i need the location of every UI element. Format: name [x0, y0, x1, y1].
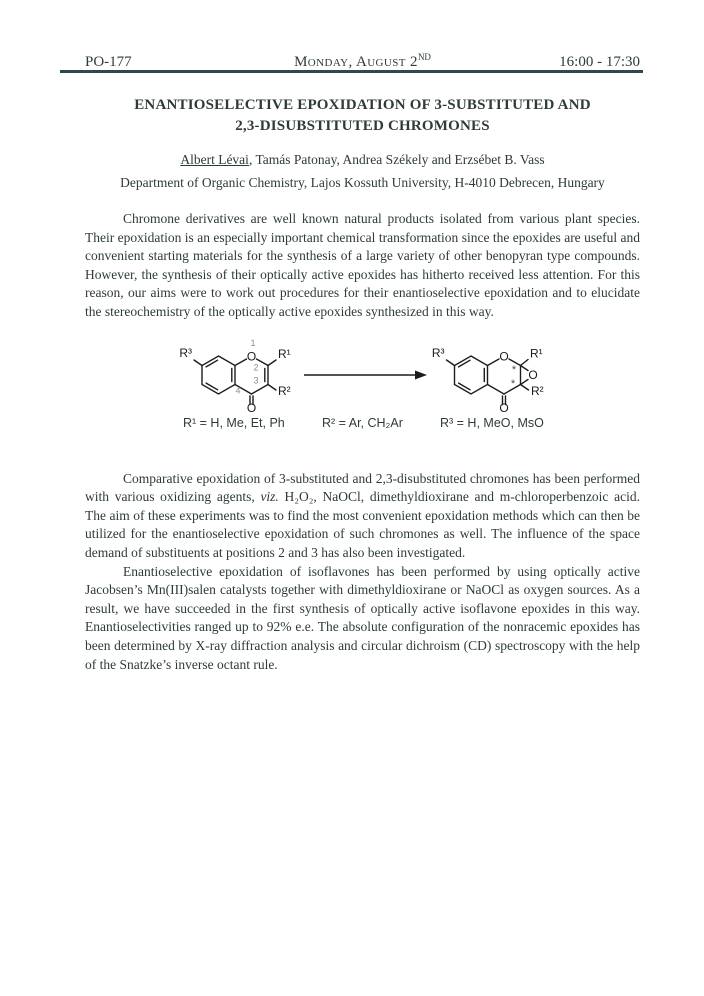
locant-4: 4 [235, 385, 241, 396]
paragraph-1: Chromone derivatives are well known natural products isolated from various plant species. Their epoxidation is an especially important chemical transformation since the epoxides are useful and convenient starting materials for the synthesis of a large variety of other benopyran type compounds. However, the synthesis of their optically active epoxides has hitherto received less attention. For this reason, our aims were to work out procedures for their enantioselective epoxidation and to elucidate the stereochemistry of the optically active epoxides synthesized in this way. [85, 211, 640, 319]
locant-2: 2 [253, 362, 259, 373]
paragraph-3: Enantioselective epoxidation of isoflavones has been performed by using optically active Jacobsen’s Mn(III)salen catalysts together with dimethyldioxirane or NaOCl as oxygen sources. As a result, we have succeeded in the first synthesis of optically active isoflavone epoxides in this way. Enantioselectivities ranged up to 92% e.e. The absolute configuration of the nonracemic epoxides has been determined by X-ray diffraction analysis and circular dichroism (CD) spectroscopy with the help of the Snatzke’s inverse octant rule. [85, 563, 640, 672]
product-ring-oxygen: O [499, 349, 509, 364]
paragraph-2-end: H₂O₂, NaOCl, dimethyldioxirane and m-chloroperbenzoic acid. The aim of these experiments was to find the most convenient epoxidation methods which can then be utilized for the enantioselective epoxidation of such chromones as well. The influence of the space demand of substituents at positions 2 and 3 has also been investigated. [85, 489, 640, 560]
header-rule [60, 70, 643, 73]
product-r3-label: R³ [431, 345, 445, 360]
session-header [85, 48, 640, 71]
legend-r2: R² = Ar, CH₂Ar [322, 415, 403, 430]
stereocenter-star-c3: * [510, 377, 516, 390]
reactant-ring-oxygen: O [246, 349, 257, 364]
authors-line [85, 151, 640, 169]
locant-3: 3 [253, 375, 259, 386]
product-r1-label: R¹ [530, 346, 543, 361]
reactant-r1-label: R¹ [278, 346, 291, 361]
locant-1: 1 [250, 337, 256, 348]
product-r2-label: R² [531, 383, 544, 398]
session-date-text: Monday, August 2 [294, 54, 418, 70]
paragraph-2 [85, 470, 640, 563]
legend-r1: R¹ = H, Me, Et, Ph [183, 415, 285, 430]
coauthors: , Tamás Patonay, Andrea Székely and Erzsébet B. Vass [248, 152, 545, 167]
epoxide-bonds [447, 356, 529, 405]
paper-title [85, 95, 640, 137]
paper-title-line2: 2,3-DISUBSTITUTED CHROMONES [235, 118, 490, 134]
chromone-bonds [194, 356, 276, 405]
paragraph-2-start: Comparative epoxidation of 3-substituted and 2,3-disubstituted chromones has been performed with various oxidizing agents, [85, 470, 640, 505]
chromone-epoxide-structure [428, 332, 578, 414]
arrowhead [415, 370, 427, 379]
date-ordinal-superscript: ND [417, 52, 431, 62]
reactant-carbonyl-oxygen: O [246, 400, 257, 415]
paper-title-line1: ENANTIOSELECTIVE EPOXIDATION OF 3-SUBSTITUTED AND [134, 97, 591, 113]
chromone-structure [175, 332, 305, 414]
product-epoxide-oxygen: O [528, 367, 538, 382]
presenting-author: Albert Lévai [180, 152, 249, 167]
session-time: 16:00 - 17:30 [559, 54, 640, 70]
reaction-scheme [85, 332, 640, 444]
affiliation-line: Department of Organic Chemistry, Lajos Kossuth University, H-4010 Debrecen, Hungary [120, 175, 605, 190]
stereocenter-star-c2: * [511, 363, 517, 376]
poster-code: PO-177 [85, 54, 132, 70]
legend-r3: R³ = H, MeO, MsO [440, 415, 544, 430]
reactant-r2-label: R² [278, 383, 291, 398]
reaction-arrow [303, 368, 428, 382]
viz-abbreviation: viz. [260, 489, 279, 505]
product-carbonyl-oxygen: O [499, 400, 509, 415]
session-date [294, 48, 431, 71]
reactant-r3-label: R³ [179, 345, 192, 360]
